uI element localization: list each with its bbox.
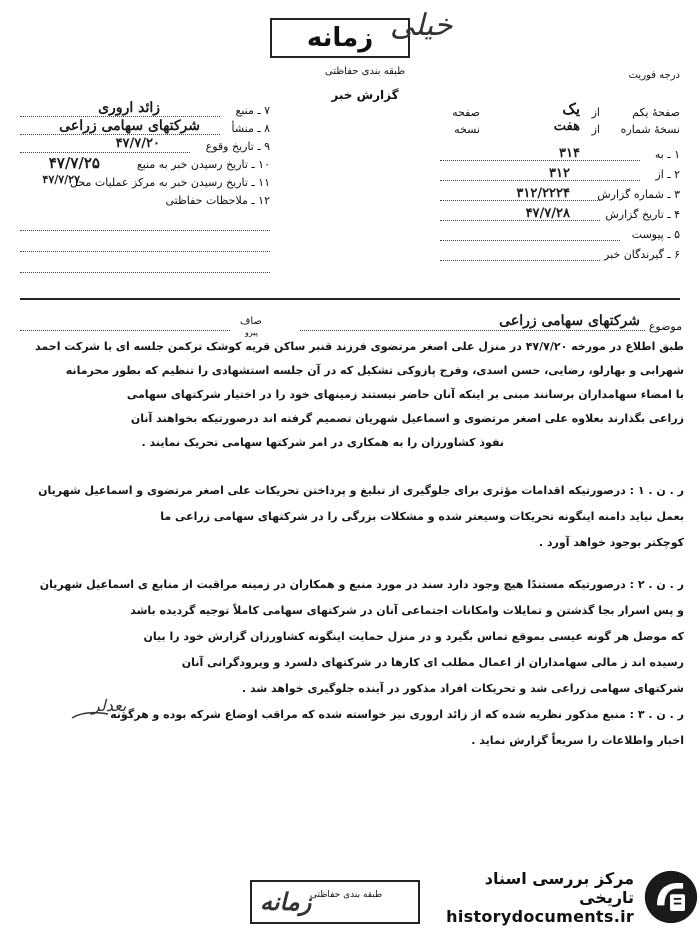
field-event-date-line (20, 152, 190, 153)
page-end: صفحه (452, 106, 480, 119)
body-line: و پس اسرار بجا گذشتن و تمایلات وامکانات اجتماعی آنان در شرکتهای سهامی کاملاً توجیه گردیده باشد (130, 604, 684, 617)
field-event-date-value: ۴۷/۷/۲۰ (115, 136, 160, 151)
field-event-date-label: تاريخ وقوع (205, 140, 254, 153)
body-line: زراعی بگذارند بعلاوه علی اصغر مرتضوی و اسماعیل شهریان تصمیم گرفته اند درصورتیکه بخواهند آنان (130, 412, 684, 425)
notes-line-1 (20, 230, 270, 231)
body-line: بعمل نیاید دامنه اینگونه تحریکات وسیعتر شده و مشکلات بزرگی را در شرکتهای سهامی زراعی ما (160, 510, 684, 523)
field-to-line (440, 160, 640, 161)
body-line: که موصل هر گونه عیسی بموقع تماس بگیرد و در منزل حمایت اینگونه کشاورزان گزارش خود را بیان (143, 630, 684, 643)
field-attachment-label: پیوست (631, 228, 664, 241)
archive-logo (438, 866, 700, 928)
archive-emblem-icon (642, 866, 700, 928)
body-line: کوچکتر بوجود خواهد آورد . (538, 536, 684, 549)
subject-left-line (20, 330, 230, 331)
field-source-label: منبع (235, 104, 254, 117)
archive-logo-title: مرکز بررسی اسناد تاریخی (484, 868, 635, 907)
field-recipients: ۶ ـ گیرندگان خبر (440, 246, 680, 266)
field-report-no-value: ۳۱۲/۲۲۲۴ (516, 186, 570, 201)
field-attachment: ۵ ـ پیوست (440, 226, 680, 246)
field-attachment-line (440, 240, 620, 241)
top-stamp (270, 8, 453, 58)
field-report-no-line (440, 200, 600, 201)
classification-label: طبقه بندی حفاظتی (324, 66, 406, 77)
footer-stamp (250, 880, 420, 924)
footer-classification: طبقه بندی حفاظتی (310, 890, 383, 900)
field-security-notes-label: ملاحظات حفاظتی (165, 194, 248, 207)
copy-row (440, 119, 680, 143)
subject-label: موضوع (648, 320, 682, 333)
copy-label: نسخهٔ شماره (620, 123, 680, 136)
body-line: شهرابی و بهارلو، رضایی، حسن اسدی، وفرج پازوکی تشکیل که در آن جلسه استشهادی را تنظیم که بطور محرمانه (65, 364, 684, 377)
body-line: شرکتهای سهامی زراعی شد و تحریکات افراد مذکور در آینده جلوگیری خواهد شد . (242, 682, 684, 695)
field-from-line (440, 180, 640, 181)
stamp-box (270, 18, 410, 58)
field-report-date-label: تاريخ گزارش (605, 208, 664, 221)
stamp-handwriting: خیلی (390, 8, 453, 43)
page-value: یک (562, 100, 580, 118)
left-fields (20, 102, 270, 273)
footer-stamp-box (250, 880, 420, 924)
copy-value: هفت (553, 119, 580, 134)
field-security-notes: ۱۲ ـ ملاحظات حفاظتی (165, 194, 270, 207)
field-arrival-ops-value: ۴۷/۷/۲۷ (42, 173, 80, 186)
field-event-date: ۹ ـ تاريخ وقوع ۴۷/۷/۲۰ (20, 138, 270, 156)
field-origin: ۸ ـ منشأ شركتهاى سهامى زراعى (20, 120, 270, 138)
field-origin-value: شركتهاى سهامى زراعى (59, 118, 200, 134)
margin-note: بعدلر (92, 696, 127, 715)
copy-of: از (591, 123, 600, 136)
field-from-value: ۳۱۲ (549, 166, 570, 181)
field-to: ۱ ـ به ۳۱۴ (440, 146, 680, 166)
field-to-value: ۳۱۴ (559, 146, 580, 161)
field-recipients-label: گیرندگان خبر (604, 248, 664, 261)
notes-line-2 (20, 251, 270, 252)
subject-line (300, 330, 645, 331)
field-origin-line (20, 134, 220, 135)
margin-note-stroke (70, 708, 110, 722)
archive-logo-url: historydocuments.ir (446, 906, 635, 926)
footer-stamp-text: زمانه (260, 887, 312, 916)
right-fields (440, 100, 680, 143)
field-report-date-line (440, 220, 600, 221)
field-report-date-value: ۴۷/۷/۲۸ (525, 206, 570, 221)
archive-logo-text (438, 869, 634, 926)
field-arrival-source-value: ۴۷/۷/۲۵ (48, 154, 100, 172)
body-line: ر . ن . ۱ : درصورتیکه اقدامات مؤثری برای جلوگیری از تبلیغ و پرداختن تحریکات علی اصغر مرتضوی و اسماعیل شهریان (38, 484, 684, 497)
right-numbered-fields (440, 146, 680, 266)
field-arrival-ops: ۱۱ ـ تاريخ رسيدن خبر به مركز عمليات محل ۴۷/۷/۲۷ (42, 173, 270, 189)
field-source-value: زائد ارورى (98, 100, 160, 116)
field-from-label: از (655, 168, 664, 181)
body-line: ر . ن . ۳ : منبع مذکور نظریه شده که از زائد ارورى نیز خواسته شده که مراقب اوضاع شرکه بوده و هرگونه (110, 708, 684, 721)
body-line: ر . ن . ۲ : درصورتیکه مستندًا هیچ وجود دارد سند در مورد منبع و همکاران در زمینه مراقبت از منابع ی اسماعیل شهریان (39, 578, 684, 591)
field-arrival-ops-label: تاريخ رسيدن خبر به مركز عمليات محل (70, 176, 248, 189)
field-from: ۲ ـ از ۳۱۲ (440, 166, 680, 186)
body-line: اخبار واطلاعات را سریعاً گزارش نماید . (471, 734, 684, 747)
stamp-text: زمانه (306, 23, 374, 53)
field-recipients-line (440, 260, 600, 261)
subject-side-label2: پیرو (245, 328, 258, 337)
body-line: با امضاء سهامداران برسانند مبنی بر اینکه آنان حاضر نیستند زمینهای خود را در اختیار شرکتهای سهامی (126, 388, 684, 401)
field-arrival-source: ۱۰ ـ تاريخ رسيدن خبر به منبع ۴۷/۷/۲۵ (48, 154, 270, 172)
page-of: از (591, 106, 600, 119)
field-origin-label: منشأ (231, 122, 254, 135)
page-label: صفحهٔ یکم (632, 106, 680, 119)
copy-end: نسخه (454, 123, 480, 136)
field-source-line (20, 116, 220, 117)
subject-value: شركتهاى سهامى زراعى (499, 313, 640, 329)
report-title: گزارش خبر (331, 88, 399, 102)
body-line: نفوذ کشاورزان را به همکاری در امر شرکتها سهامی تحریک نمایند . (141, 436, 504, 449)
field-report-date: ۴ ـ تاريخ گزارش ۴۷/۷/۲۸ (440, 206, 680, 226)
body-line: طبق اطلاع در مورخه ۴۷/۷/۲۰ در منزل علی اصغر مرتضوی فرزند قنبر ساکن قریه کوشک ترکمن جلسه ای با شرکت احمد (35, 340, 684, 353)
subject-side-label: صاف (240, 316, 262, 327)
body-line: رسیده اند ز مالی سهامداران از اعمال مطلب ای کارها در شرکتهای دلسرد و ویرودگرانی آنان (181, 656, 684, 669)
urgency-label: درجه فوریت (628, 70, 680, 81)
field-to-label: به (654, 148, 664, 161)
field-arrival-source-label: تاريخ رسيدن خبر به منبع (136, 158, 248, 171)
field-source: ۷ ـ منبع زائد ارورى (20, 102, 270, 120)
field-report-no-label: شماره گزارش (597, 188, 664, 201)
separator (20, 298, 680, 300)
notes-line-3 (20, 272, 270, 273)
field-report-no: ۳ ـ شماره گزارش ۳۱۲/۲۲۲۴ (440, 186, 680, 206)
